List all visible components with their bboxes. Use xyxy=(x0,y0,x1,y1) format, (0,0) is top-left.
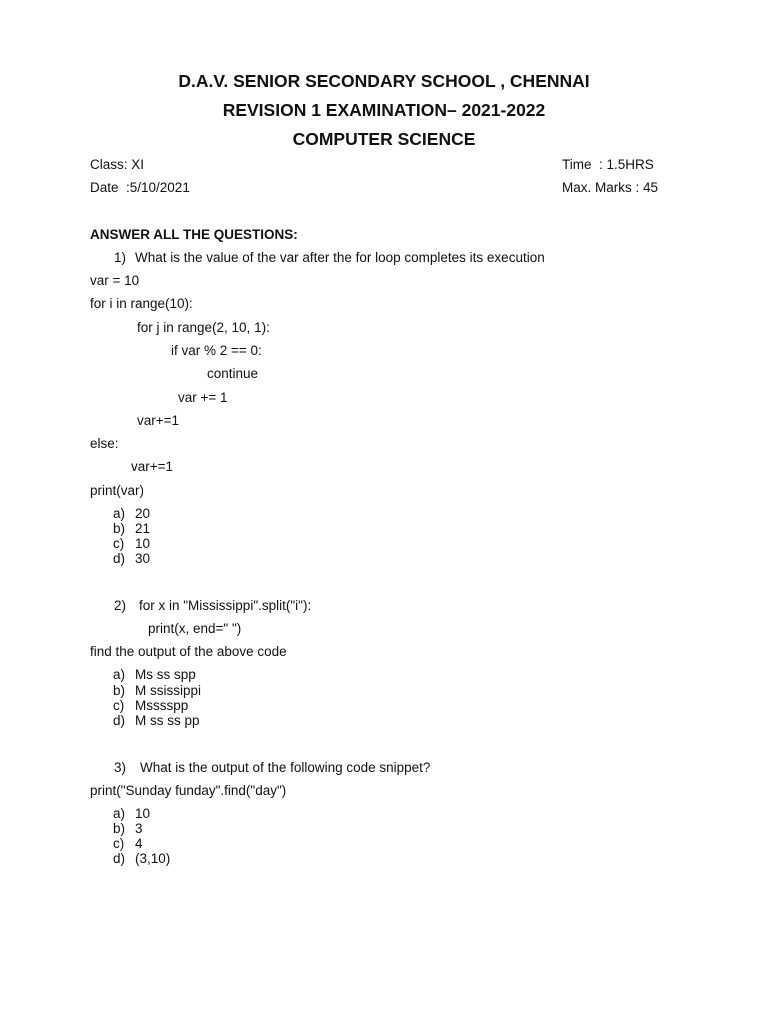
instructions: ANSWER ALL THE QUESTIONS: xyxy=(90,227,298,242)
option-letter: b) xyxy=(113,683,126,698)
option-item xyxy=(113,668,196,682)
code-line: print(x, end=" ") xyxy=(148,621,242,636)
option-text: 3 xyxy=(135,821,143,836)
option-item xyxy=(113,522,150,536)
option-text: 21 xyxy=(135,521,151,536)
code-line: continue xyxy=(207,366,259,381)
school-name: D.A.V. SENIOR SECONDARY SCHOOL , CHENNAI xyxy=(178,71,590,91)
code-line: for x in "Mississippi".split("i"): xyxy=(139,598,312,613)
option-letter: a) xyxy=(113,806,126,821)
option-text: M ss ss pp xyxy=(135,713,200,728)
code-line: var+=1 xyxy=(131,459,174,474)
option-item xyxy=(113,507,150,521)
option-item xyxy=(113,699,188,713)
max-marks-label: Max. Marks : 45 xyxy=(562,180,659,195)
option-text: (3,10) xyxy=(135,851,171,866)
code-line: var += 1 xyxy=(178,390,228,405)
option-letter: d) xyxy=(113,851,126,866)
class-label: Class: XI xyxy=(90,157,145,172)
option-letter: a) xyxy=(113,506,126,521)
exam-title: REVISION 1 EXAMINATION– 2021-2022 xyxy=(222,100,546,120)
option-text: 10 xyxy=(135,806,151,821)
option-letter: b) xyxy=(113,821,126,836)
option-item xyxy=(113,552,150,566)
code-line: else: xyxy=(90,436,119,451)
code-line: print(var) xyxy=(90,483,145,498)
code-line: if var % 2 == 0: xyxy=(171,343,262,358)
question-prompt: find the output of the above code xyxy=(90,644,287,659)
option-text: 30 xyxy=(135,551,151,566)
option-text: M ssissippi xyxy=(135,683,202,698)
option-item xyxy=(113,807,150,821)
option-text: 20 xyxy=(135,506,151,521)
question-prompt: What is the value of the var after the for loop completes its execution xyxy=(135,250,545,265)
option-text: Ms ss spp xyxy=(135,667,196,682)
subject-title: COMPUTER SCIENCE xyxy=(292,129,476,149)
time-label: Time : 1.5HRS xyxy=(562,157,654,172)
option-letter: c) xyxy=(113,536,125,551)
code-line: print("Sunday funday".find("day") xyxy=(90,783,287,798)
option-letter: c) xyxy=(113,698,125,713)
option-text: 4 xyxy=(135,836,143,851)
code-line: var+=1 xyxy=(137,413,180,428)
option-letter: b) xyxy=(113,521,126,536)
question-number: 1) xyxy=(114,250,127,265)
option-item xyxy=(113,537,150,551)
option-item xyxy=(113,852,170,866)
question-number: 3) xyxy=(114,760,127,775)
option-text: Msssspp xyxy=(135,698,189,713)
option-letter: d) xyxy=(113,713,126,728)
date-label: Date :5/10/2021 xyxy=(90,180,190,195)
option-item xyxy=(113,714,200,728)
option-letter: a) xyxy=(113,667,126,682)
code-line: for i in range(10): xyxy=(90,296,193,311)
question-number: 2) xyxy=(114,598,127,613)
option-item xyxy=(113,837,143,851)
option-text: 10 xyxy=(135,536,151,551)
option-letter: d) xyxy=(113,551,126,566)
code-line: for j in range(2, 10, 1): xyxy=(137,320,270,335)
option-item xyxy=(113,684,201,698)
code-line: var = 10 xyxy=(90,273,140,288)
option-item xyxy=(113,822,143,836)
question-prompt: What is the output of the following code snippet? xyxy=(140,760,431,775)
option-letter: c) xyxy=(113,836,125,851)
